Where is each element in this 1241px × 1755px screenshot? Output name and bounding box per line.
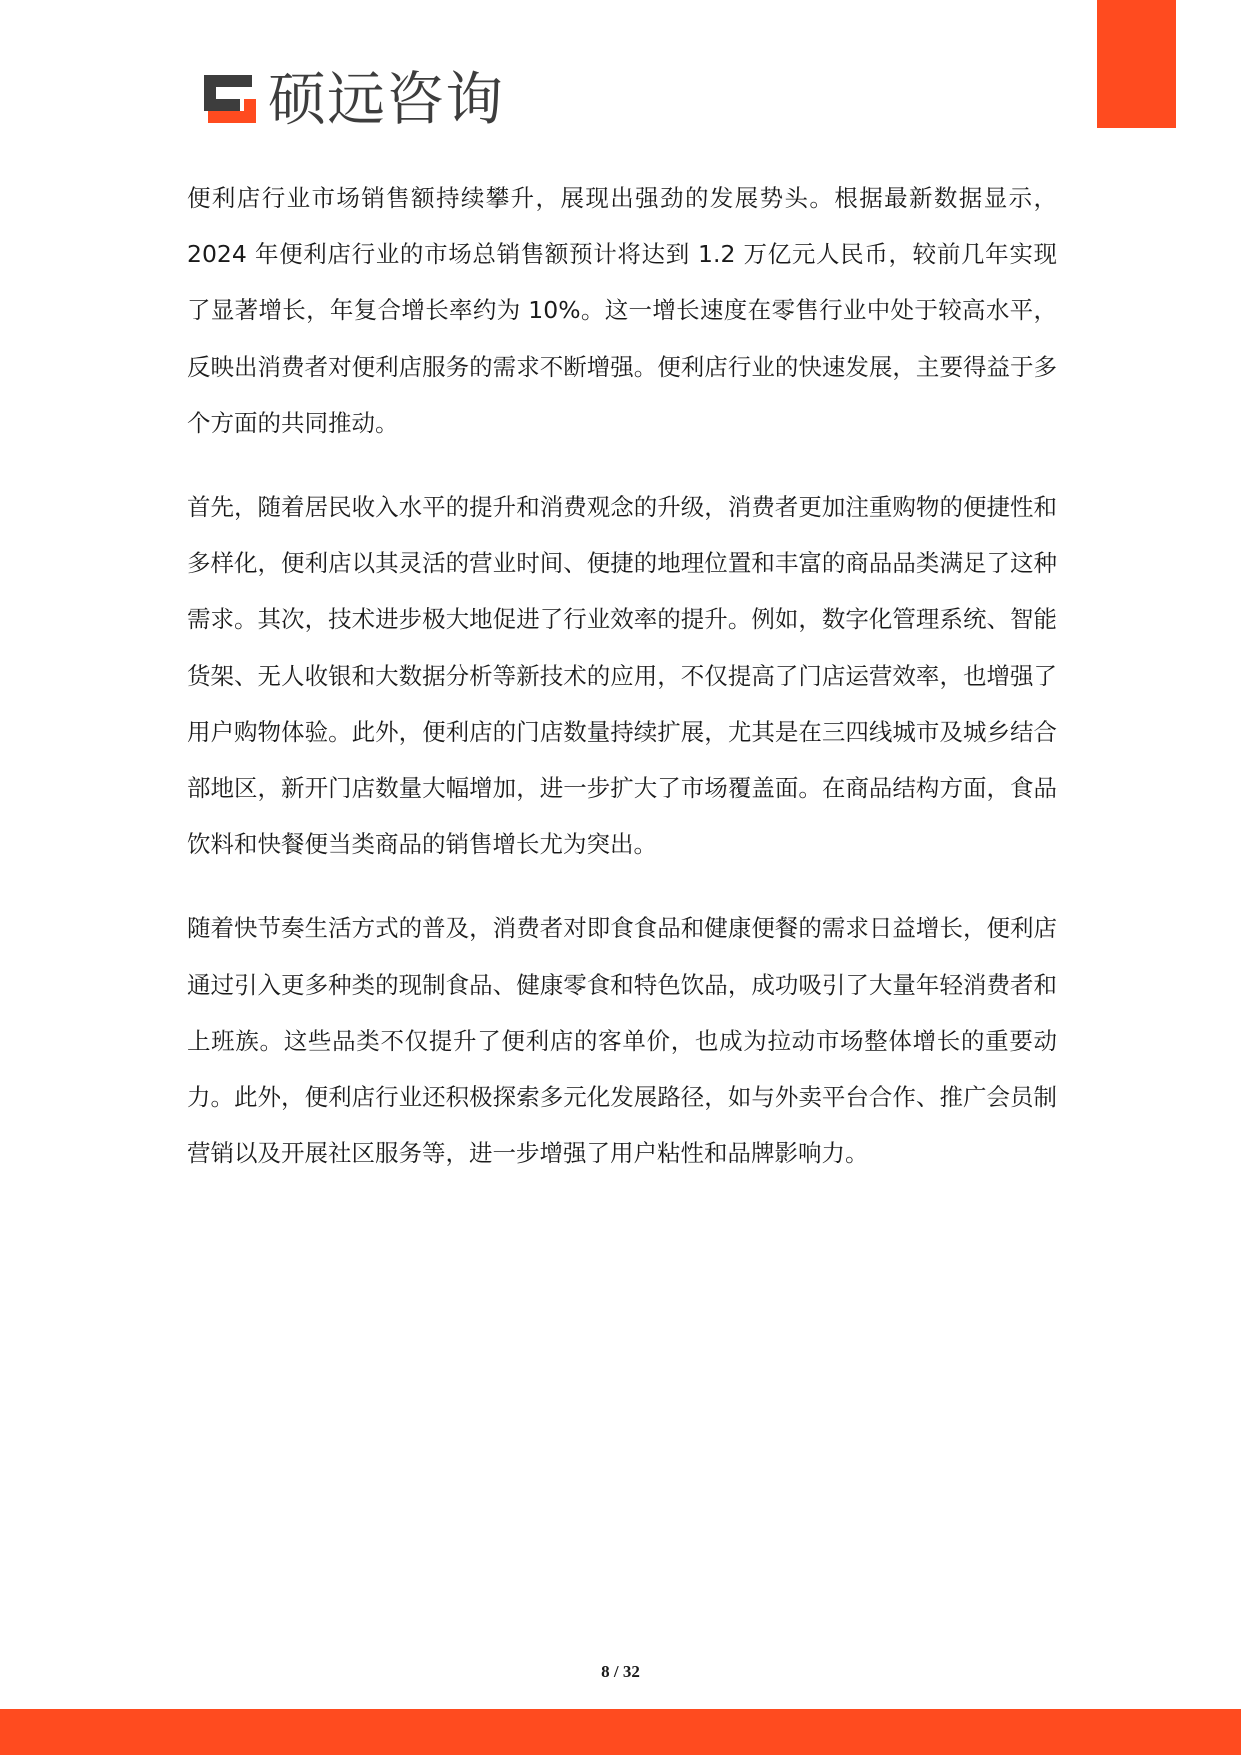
brand-name: 硕远咨询 — [268, 65, 505, 133]
paragraph-1: 便利店行业市场销售额持续攀升，展现出强劲的发展势头。根据最新数据显示，2024 年便利店行业的市场总销售额预计将达到 1.2 万亿元人民币，较前几年实现了显著增长，年复合增长率约为 10%。这一增长速度在零售行业中处于较高水平，反映出消费者对便利店服务的需求不断增强。便利店行业的快速发展，主要得益于多个方面的共同推动。 — [187, 184, 1057, 437]
brand-logo — [200, 65, 505, 133]
paragraph-2: 首先，随着居民收入水平的提升和消费观念的升级，消费者更加注重购物的便捷性和多样化，便利店以其灵活的营业时间、便捷的地理位置和丰富的商品品类满足了这种需求。其次，技术进步极大地促进了行业效率的提升。例如，数字化管理系统、智能货架、无人收银和大数据分析等新技术的应用，不仅提高了门店运营效率，也增强了用户购物体验。此外，便利店的门店数量持续扩展，尤其是在三四线城市及城乡结合部地区，新开门店数量大幅增加，进一步扩大了市场覆盖面。在商品结构方面，食品饮料和快餐便当类商品的销售增长尤为突出。 — [187, 493, 1057, 859]
brand-mark-icon — [200, 71, 260, 127]
document-body — [187, 170, 1057, 1209]
footer-accent-bar — [0, 1709, 1241, 1755]
paragraph-3: 随着快节奏生活方式的普及，消费者对即食食品和健康便餐的需求日益增长，便利店通过引入更多种类的现制食品、健康零食和特色饮品，成功吸引了大量年轻消费者和上班族。这些品类不仅提升了便利店的客单价，也成为拉动市场整体增长的重要动力。此外，便利店行业还积极探索多元化发展路径，如与外卖平台合作、推广会员制营销以及开展社区服务等，进一步增强了用户粘性和品牌影响力。 — [187, 914, 1057, 1168]
corner-accent-tab — [1097, 0, 1176, 128]
page-number: 8 / 32 — [601, 1662, 640, 1681]
